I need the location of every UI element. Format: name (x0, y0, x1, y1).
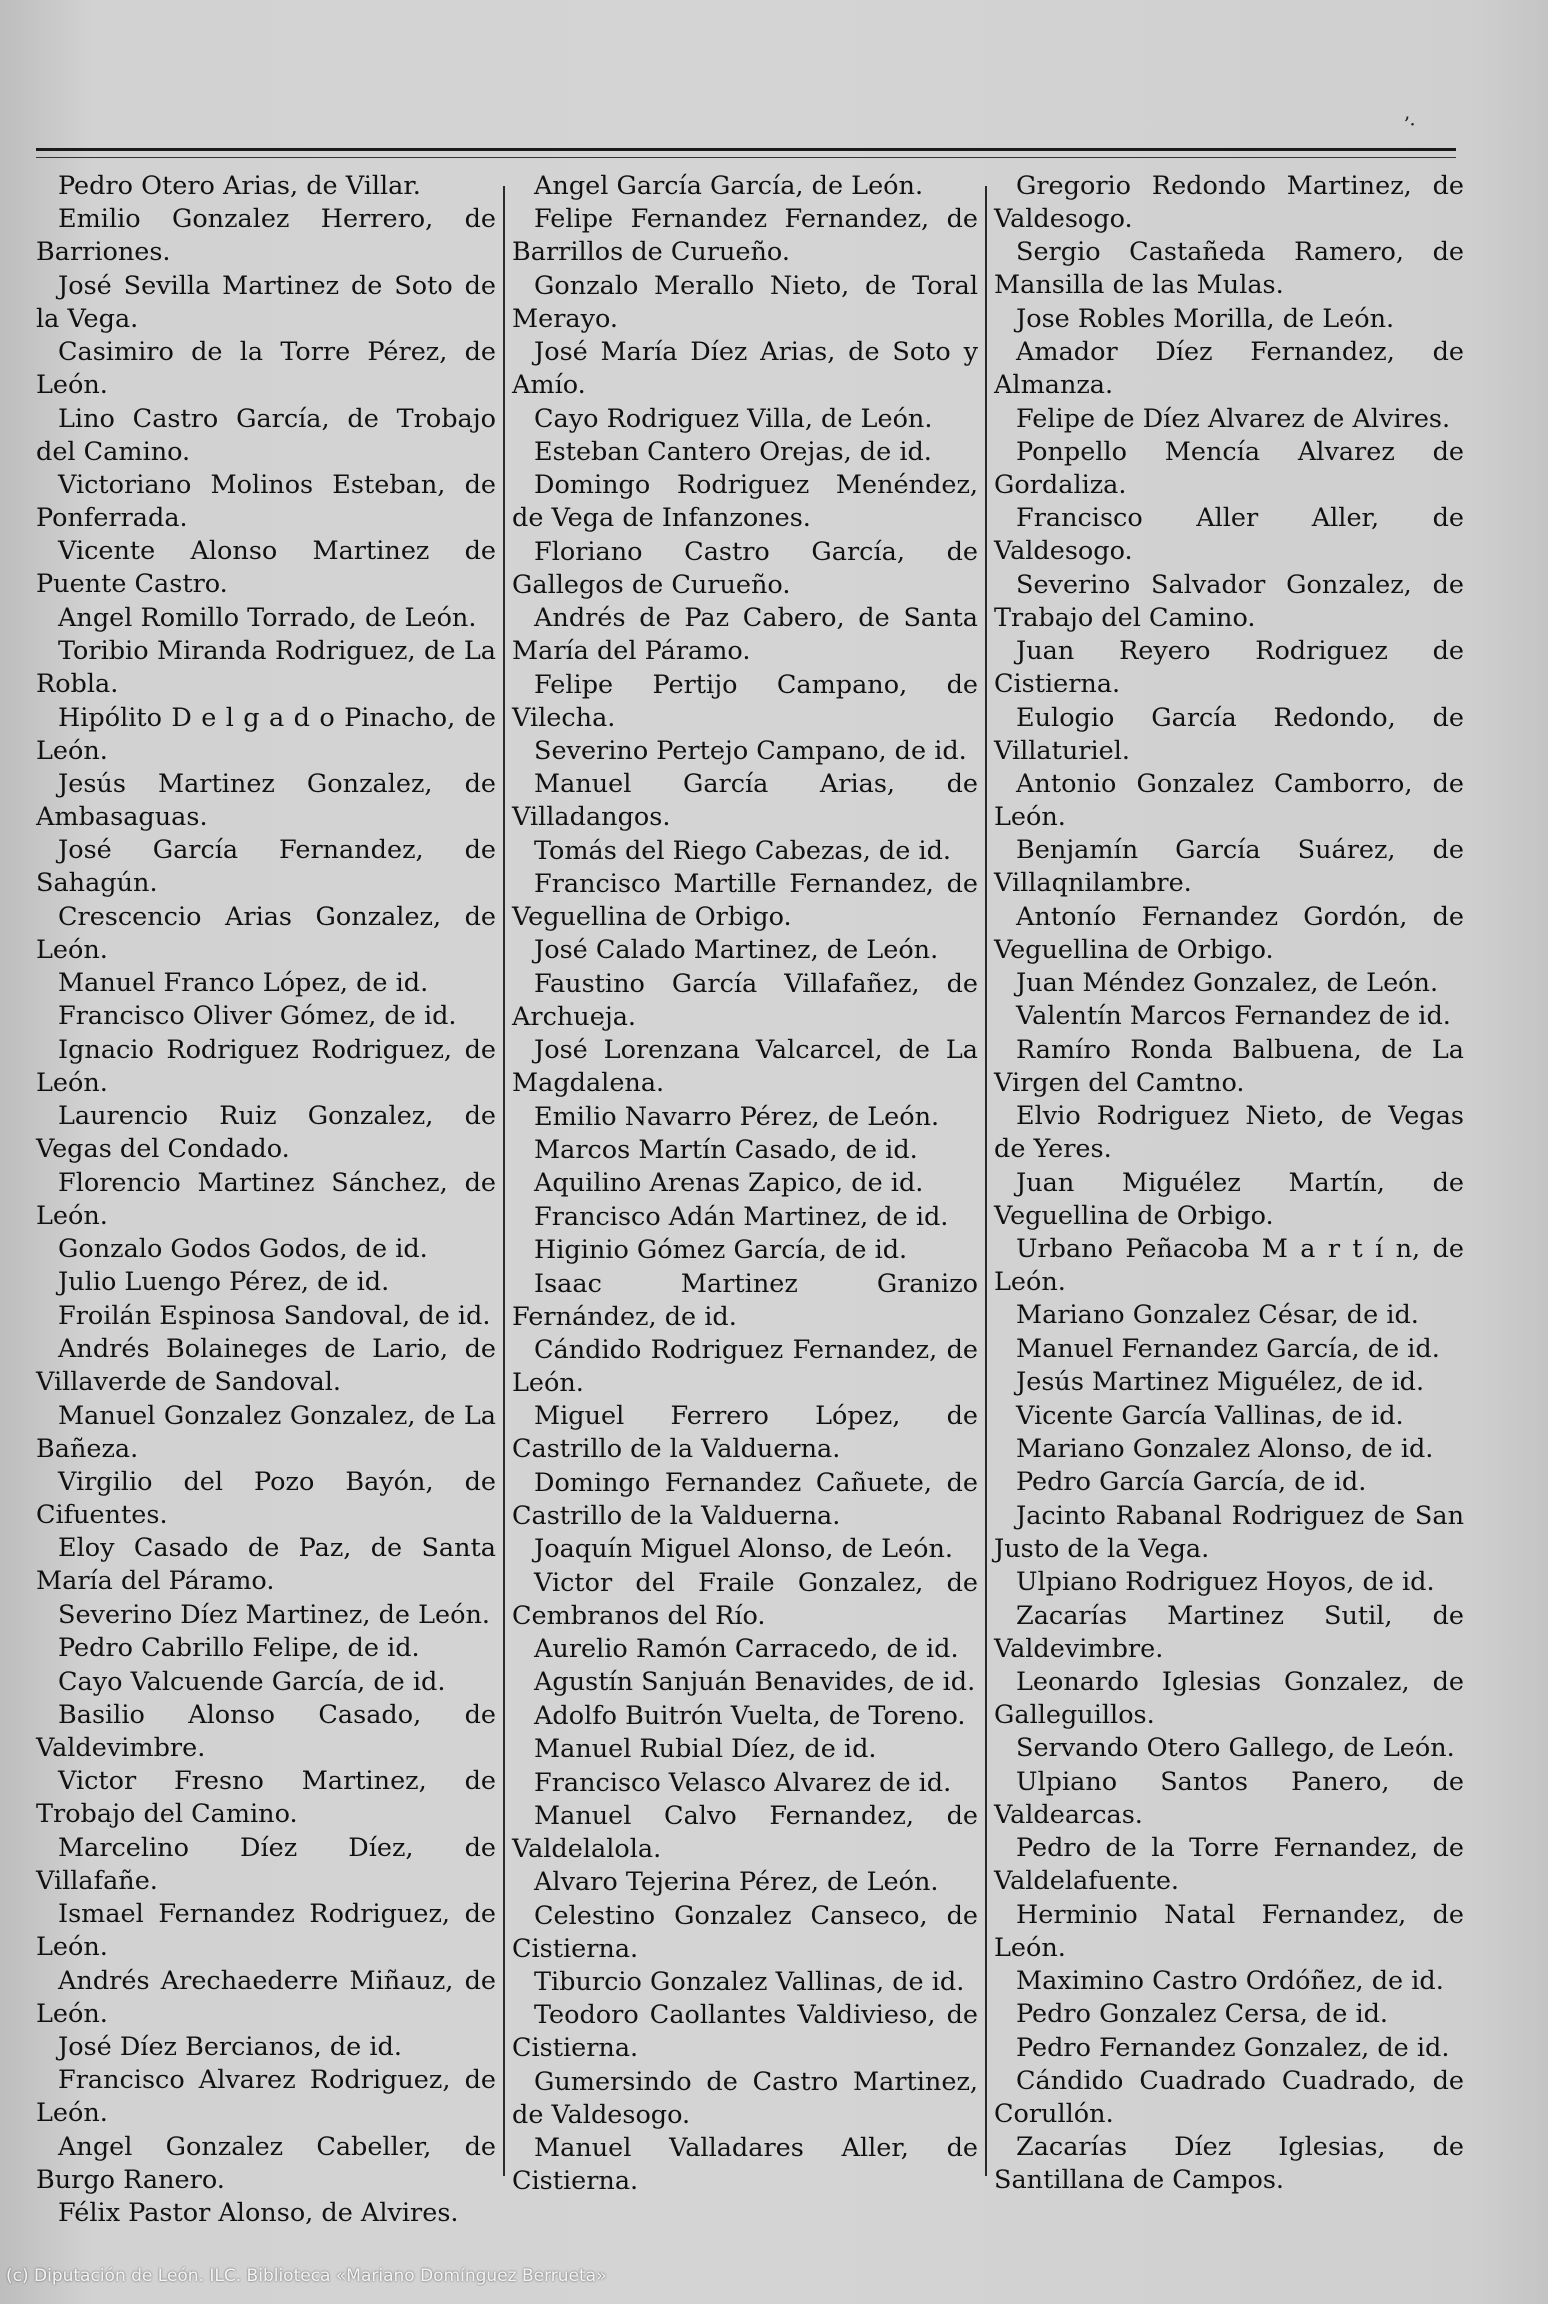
list-entry: Juan Reyero Rodriguez de Cistierna. (994, 636, 1464, 700)
list-entry: Sergio Castañeda Ramero, de Mansilla de las Mulas. (994, 237, 1464, 301)
list-entry: Emilio Navarro Pérez, de León. (534, 1101, 940, 1132)
list-entry: Basilio Alonso Casado, de Valdevimbre. (36, 1699, 496, 1763)
list-entry: Cándido Cuadrado Cuadrado, de Corullón. (994, 2066, 1464, 2130)
list-entry: José María Díez Arias, de Soto y Amío. (512, 337, 978, 401)
list-entry: Elvio Rodriguez Nieto, de Vegas de Yeres. (994, 1101, 1464, 1165)
list-entry: Ignacio Rodriguez Rodriguez, de León. (36, 1034, 496, 1098)
list-entry: Juan Miguélez Martín, de Veguellina de Orbigo. (994, 1167, 1464, 1231)
header-rule-thin (36, 157, 1456, 158)
list-entry: Toribio Miranda Rodriguez, de La Robla. (36, 636, 496, 700)
list-entry: Zacarías Díez Iglesias, de Santillana de Campos. (994, 2132, 1464, 2196)
list-entry: José Sevilla Martinez de Soto de la Vega. (36, 270, 496, 334)
list-entry: Victor del Fraile Gonzalez, de Cembranos del Río. (512, 1567, 978, 1631)
list-entry: Urbano Peñacoba M a r t í n, de León. (994, 1234, 1464, 1298)
list-entry: Higinio Gómez García, de id. (534, 1235, 908, 1266)
list-entry: Virgilio del Pozo Bayón, de Cifuentes. (36, 1466, 496, 1530)
list-entry: Pedro Gonzalez Cersa, de id. (1016, 1999, 1389, 2030)
list-entry: Angel García García, de León. (534, 171, 924, 201)
list-entry: José Díez Bercianos, de id. (58, 2031, 402, 2062)
list-entry: José Calado Martinez, de León. (534, 935, 939, 966)
list-entry: Severino Díez Martinez, de León. (58, 1599, 491, 1630)
list-entry: Felipe de Díez Alvarez de Alvires. (1016, 403, 1451, 434)
list-entry: Benjamín García Suárez, de Villaqnilambre. (994, 835, 1464, 899)
list-entry: Andrés de Paz Cabero, de Santa María del Páramo. (512, 603, 978, 667)
list-entry: Manuel Franco López, de id. (58, 968, 429, 999)
list-entry: Ramíro Ronda Balbuena, de La Virgen del Camtno. (994, 1034, 1464, 1098)
list-entry: Pedro García García, de id. (1016, 1467, 1367, 1498)
column-2 (512, 170, 978, 2200)
list-entry: Gonzalo Godos Godos, de id. (58, 1234, 428, 1265)
column-divider-1 (503, 186, 505, 2176)
list-entry: Maximino Castro Ordóñez, de id. (1016, 1965, 1444, 1996)
list-entry: Servando Otero Gallego, de León. (1016, 1733, 1455, 1764)
list-entry: Manuel Valladares Aller, de Cistierna. (512, 2133, 978, 2197)
list-entry: Andrés Arechaederre Miñauz, de León. (36, 1965, 496, 2029)
copyright-footer: (c) Diputación de León. ILC. Biblioteca «Mariano Domínguez Berrueta» (6, 2266, 607, 2286)
list-entry: Zacarías Martinez Sutil, de Valdevimbre. (994, 1600, 1464, 1664)
list-entry: Leonardo Iglesias Gonzalez, de Galleguillos. (994, 1666, 1464, 1730)
list-entry: Gonzalo Merallo Nieto, de Toral Merayo. (512, 270, 978, 334)
list-entry: Faustino García Villafañez, de Archueja. (512, 968, 978, 1032)
list-entry: Cayo Valcuende García, de id. (58, 1666, 446, 1697)
list-entry: Domingo Rodriguez Menéndez, de Vega de Infanzones. (512, 470, 978, 534)
list-entry: Lino Castro García, de Trobajo del Camino. (36, 403, 496, 467)
list-entry: José García Fernandez, de Sahagún. (36, 835, 496, 899)
list-entry: Gumersindo de Castro Martinez, de Valdesogo. (512, 2066, 978, 2130)
list-entry: Eulogio García Redondo, de Villaturiel. (994, 702, 1464, 766)
list-entry: José Lorenzana Valcarcel, de La Magdalena. (512, 1035, 978, 1099)
list-entry: Celestino Gonzalez Canseco, de Cistierna. (512, 1900, 978, 1964)
column-3 (994, 170, 1464, 2200)
list-entry: Eloy Casado de Paz, de Santa María del Páramo. (36, 1533, 496, 1597)
list-entry: Pedro de la Torre Fernandez, de Valdelafuente. (994, 1833, 1464, 1897)
list-entry: Alvaro Tejerina Pérez, de León. (534, 1867, 939, 1898)
list-entry: Jacinto Rabanal Rodriguez de San Justo de la Vega. (994, 1500, 1464, 1564)
list-entry: Manuel Calvo Fernandez, de Valdelalola. (512, 1800, 978, 1864)
list-entry: Laurencio Ruiz Gonzalez, de Vegas del Condado. (36, 1101, 496, 1165)
list-entry: Miguel Ferrero López, de Castrillo de la Valduerna. (512, 1401, 978, 1465)
list-entry: Tiburcio Gonzalez Vallinas, de id. (534, 1967, 965, 1998)
list-entry: Pedro Fernandez Gonzalez, de id. (1016, 2032, 1450, 2063)
list-entry: Cayo Rodriguez Villa, de León. (534, 403, 933, 434)
list-entry: Cándido Rodriguez Fernandez, de León. (512, 1334, 978, 1398)
list-entry: Francisco Oliver Gómez, de id. (58, 1001, 457, 1032)
list-entry: Amador Díez Fernandez, de Almanza. (994, 337, 1464, 401)
list-entry: Pedro Otero Arias, de Villar. (58, 171, 421, 201)
list-entry: Froilán Espinosa Sandoval, de id. (58, 1300, 491, 1331)
list-entry: Emilio Gonzalez Herrero, de Barriones. (36, 204, 496, 268)
list-entry: Tomás del Riego Cabezas, de id. (534, 835, 952, 866)
list-entry: Gregorio Redondo Martinez, de Valdesogo. (994, 171, 1464, 234)
column-1 (36, 170, 496, 2229)
column-divider-2 (985, 186, 987, 2176)
header-rule (36, 148, 1456, 151)
list-entry: Felipe Pertijo Campano, de Vilecha. (512, 669, 978, 733)
list-entry: Hipólito D e l g a d o Pinacho, de León. (36, 702, 496, 766)
corner-mark: ʼ· (1403, 112, 1416, 136)
list-entry: Jose Robles Morilla, de León. (1016, 303, 1395, 334)
list-entry: Teodoro Caollantes Valdivieso, de Cistierna. (512, 2000, 978, 2064)
list-entry: Marcelino Díez Díez, de Villafañe. (36, 1832, 496, 1896)
list-entry: Angel Romillo Torrado, de León. (58, 602, 477, 633)
list-entry: Isaac Martinez Granizo Fernández, de id. (512, 1268, 978, 1332)
list-entry: Mariano Gonzalez Alonso, de id. (1016, 1433, 1434, 1464)
list-entry: Marcos Martín Casado, de id. (534, 1135, 918, 1166)
list-entry: Jesús Martinez Miguélez, de id. (1016, 1367, 1425, 1398)
list-entry: Francisco Alvarez Rodriguez, de León. (36, 2065, 496, 2129)
list-entry: Valentín Marcos Fernandez de id. (1016, 1001, 1451, 1032)
list-entry: Ulpiano Santos Panero, de Valdearcas. (994, 1766, 1464, 1830)
list-entry: Crescencio Arias Gonzalez, de León. (36, 901, 496, 965)
list-entry: Antonio Gonzalez Camborro, de León. (994, 768, 1464, 832)
list-entry: Victoriano Molinos Esteban, de Ponferrada. (36, 469, 496, 533)
list-entry: Pedro Cabrillo Felipe, de id. (58, 1633, 420, 1664)
list-entry: Francisco Adán Martinez, de id. (534, 1201, 949, 1232)
list-entry: Antonío Fernandez Gordón, de Veguellina de Orbigo. (994, 901, 1464, 965)
list-entry: Vicente García Vallinas, de id. (1016, 1400, 1404, 1431)
list-entry: Aurelio Ramón Carracedo, de id. (534, 1633, 959, 1664)
list-entry: Victor Fresno Martinez, de Trobajo del Camino. (36, 1766, 496, 1830)
list-entry: Severino Salvador Gonzalez, de Trabajo del Camino. (994, 569, 1464, 633)
list-entry: Ismael Fernandez Rodriguez, de León. (36, 1899, 496, 1963)
list-entry: Mariano Gonzalez César, de id. (1016, 1300, 1419, 1331)
list-entry: Manuel Rubial Díez, de id. (534, 1734, 877, 1765)
list-entry: Jesús Martinez Gonzalez, de Ambasaguas. (36, 768, 496, 832)
list-entry: Félix Pastor Alonso, de Alvires. (58, 2198, 459, 2229)
list-entry: Severino Pertejo Campano, de id. (534, 735, 967, 766)
list-entry: Felipe Fernandez Fernandez, de Barrillos de Curueño. (512, 204, 978, 268)
list-entry: Ulpiano Rodriguez Hoyos, de id. (1016, 1567, 1435, 1598)
list-entry: Angel Gonzalez Cabeller, de Burgo Ranero. (36, 2131, 496, 2195)
list-entry: Floriano Castro García, de Gallegos de Curueño. (512, 536, 978, 600)
list-entry: Juan Méndez Gonzalez, de León. (1016, 968, 1439, 999)
list-entry: Julio Luengo Pérez, de id. (58, 1267, 390, 1298)
list-entry: Manuel García Arias, de Villadangos. (512, 769, 978, 833)
list-entry: Joaquín Miguel Alonso, de León. (534, 1534, 953, 1565)
list-entry: Francisco Aller Aller, de Valdesogo. (994, 503, 1464, 567)
list-entry: Manuel Gonzalez Gonzalez, de La Bañeza. (36, 1400, 496, 1464)
list-entry: Esteban Cantero Orejas, de id. (534, 436, 932, 467)
list-entry: Andrés Bolaineges de Lario, de Villaverde de Sandoval. (36, 1334, 496, 1398)
list-entry: Francisco Velasco Alvarez de id. (534, 1767, 952, 1798)
list-entry: Herminio Natal Fernandez, de León. (994, 1899, 1464, 1963)
list-entry: Ponpello Mencía Alvarez de Gordaliza. (994, 436, 1464, 500)
list-entry: Domingo Fernandez Cañuete, de Castrillo de la Valduerna. (512, 1467, 978, 1531)
list-entry: Manuel Fernandez García, de id. (1016, 1333, 1440, 1364)
list-entry: Aquilino Arenas Zapico, de id. (534, 1168, 924, 1199)
list-entry: Francisco Martille Fernandez, de Veguellina de Orbigo. (512, 869, 978, 933)
list-entry: Casimiro de la Torre Pérez, de León. (36, 337, 496, 401)
list-entry: Vicente Alonso Martinez de Puente Castro. (36, 536, 496, 600)
list-entry: Agustín Sanjuán Benavides, de id. (534, 1667, 976, 1698)
list-entry: Florencio Martinez Sánchez, de León. (36, 1167, 496, 1231)
list-entry: Adolfo Buitrón Vuelta, de Toreno. (534, 1700, 966, 1731)
